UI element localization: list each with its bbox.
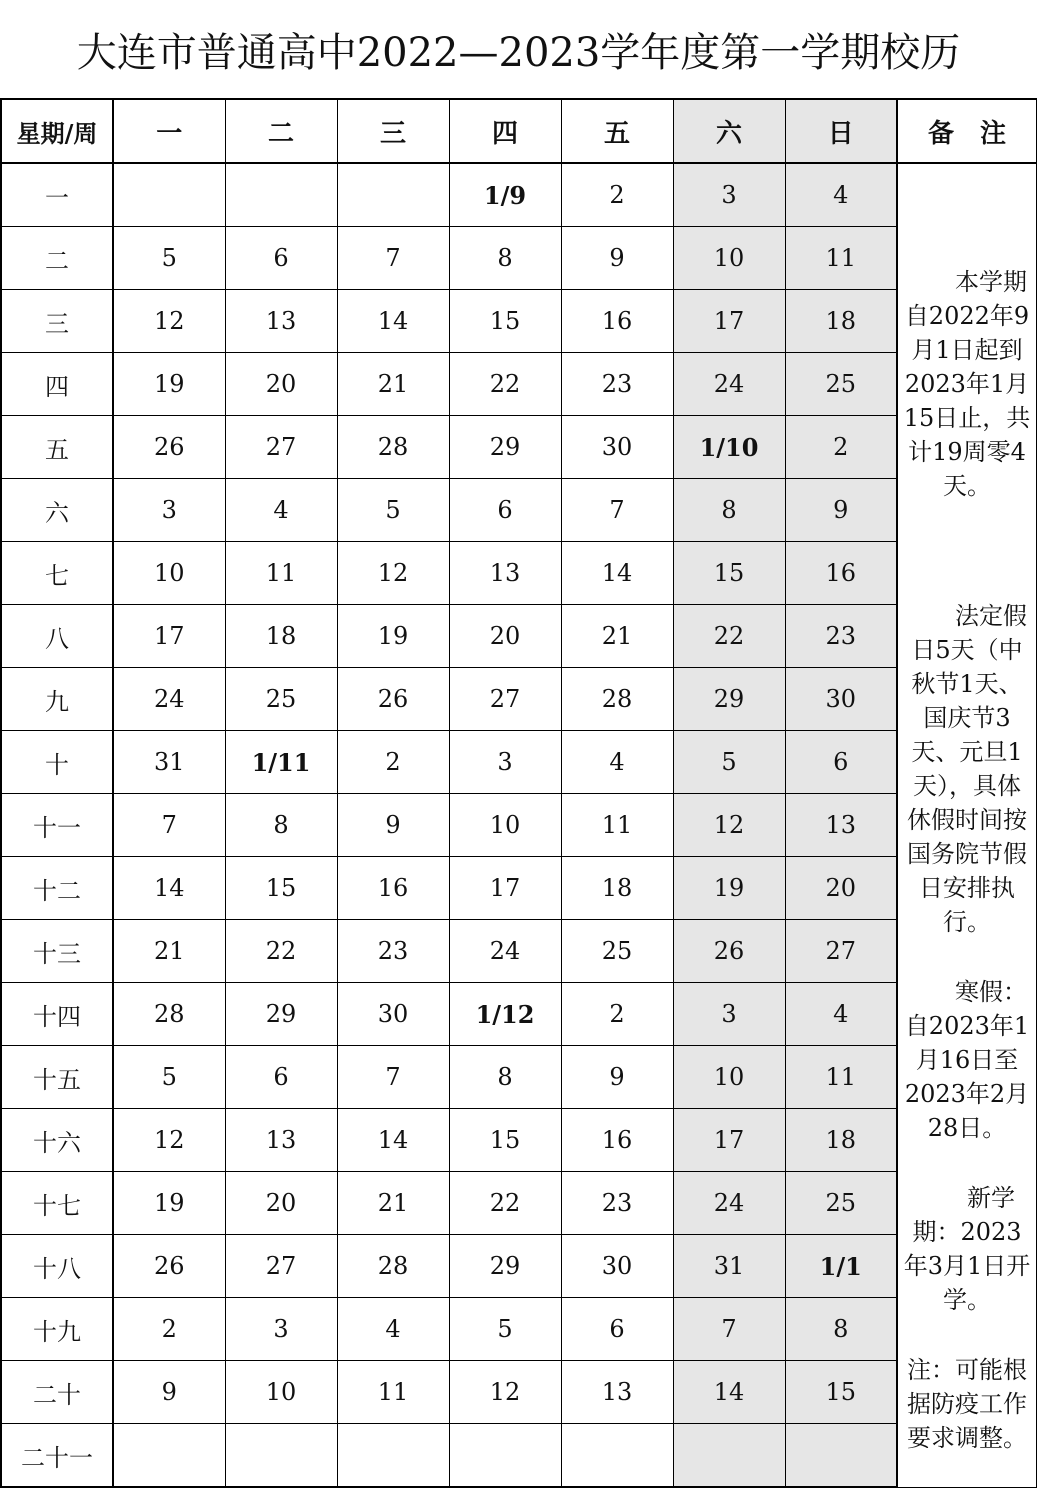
date-cell-mon: 17	[113, 605, 225, 668]
week-row	[1, 479, 1037, 542]
date-cell-sat: 12	[673, 794, 785, 857]
date-cell-sat: 14	[673, 1361, 785, 1424]
date-cell-wed: 14	[337, 1109, 449, 1172]
date-cell-thu: 15	[449, 1109, 561, 1172]
date-cell-sat: 10	[673, 227, 785, 290]
week-number: 五	[1, 416, 113, 479]
date-cell-sun: 25	[785, 1172, 897, 1235]
day-header-thu: 四	[449, 99, 561, 163]
note-semester-span: 本学期自2022年9月1日起到2023年1月15日止，共计19周零4天。	[903, 268, 1031, 501]
date-cell-tue	[225, 1424, 337, 1488]
date-cell-wed: 9	[337, 794, 449, 857]
date-cell-sun: 11	[785, 227, 897, 290]
date-cell-sat: 15	[673, 542, 785, 605]
date-cell-mon: 12	[113, 1109, 225, 1172]
date-cell-sun	[785, 1424, 897, 1488]
date-cell-fri: 30	[561, 1235, 673, 1298]
week-row	[1, 1298, 1037, 1361]
date-cell-fri: 23	[561, 353, 673, 416]
week-number: 十八	[1, 1235, 113, 1298]
date-cell-sat: 17	[673, 290, 785, 353]
date-cell-fri: 9	[561, 1046, 673, 1109]
date-cell-sat: 10	[673, 1046, 785, 1109]
date-cell-fri: 28	[561, 668, 673, 731]
date-cell-tue: 15	[225, 857, 337, 920]
date-cell-fri: 18	[561, 857, 673, 920]
date-cell-wed: 11	[337, 1361, 449, 1424]
day-header-sat: 六	[673, 99, 785, 163]
date-cell-tue: 1/11	[225, 731, 337, 794]
week-column-header: 星期/周	[1, 99, 113, 163]
date-cell-tue: 4	[225, 479, 337, 542]
week-row	[1, 1046, 1037, 1109]
date-cell-sun: 25	[785, 353, 897, 416]
date-cell-tue: 20	[225, 1172, 337, 1235]
week-row	[1, 542, 1037, 605]
date-cell-sun: 27	[785, 920, 897, 983]
week-number: 二	[1, 227, 113, 290]
date-cell-sun: 30	[785, 668, 897, 731]
date-cell-tue: 3	[225, 1298, 337, 1361]
week-number: 十九	[1, 1298, 113, 1361]
date-cell-wed: 23	[337, 920, 449, 983]
calendar-table	[0, 98, 1037, 1488]
date-cell-wed: 12	[337, 542, 449, 605]
date-cell-sun: 18	[785, 1109, 897, 1172]
date-cell-fri: 13	[561, 1361, 673, 1424]
date-cell-thu	[449, 1424, 561, 1488]
date-cell-thu: 8	[449, 1046, 561, 1109]
date-cell-mon: 9	[113, 1361, 225, 1424]
date-cell-thu: 20	[449, 605, 561, 668]
date-cell-thu: 29	[449, 1235, 561, 1298]
week-number: 六	[1, 479, 113, 542]
date-cell-fri: 14	[561, 542, 673, 605]
week-number: 十一	[1, 794, 113, 857]
date-cell-sat: 1/10	[673, 416, 785, 479]
week-row	[1, 1424, 1037, 1488]
date-cell-wed: 21	[337, 1172, 449, 1235]
date-cell-wed: 4	[337, 1298, 449, 1361]
notes-cell	[897, 163, 1037, 1487]
week-row	[1, 605, 1037, 668]
week-number: 十二	[1, 857, 113, 920]
week-row	[1, 163, 1037, 227]
date-cell-thu: 1/12	[449, 983, 561, 1046]
date-cell-sat: 24	[673, 353, 785, 416]
week-number: 九	[1, 668, 113, 731]
date-cell-tue: 18	[225, 605, 337, 668]
date-cell-mon: 21	[113, 920, 225, 983]
date-cell-sat: 3	[673, 983, 785, 1046]
week-row	[1, 731, 1037, 794]
week-row	[1, 416, 1037, 479]
date-cell-sun: 16	[785, 542, 897, 605]
date-cell-sat: 5	[673, 731, 785, 794]
date-cell-mon: 5	[113, 1046, 225, 1109]
date-cell-tue: 29	[225, 983, 337, 1046]
date-cell-wed	[337, 163, 449, 227]
date-cell-mon: 19	[113, 1172, 225, 1235]
week-number: 十	[1, 731, 113, 794]
date-cell-wed: 2	[337, 731, 449, 794]
date-cell-sun: 18	[785, 290, 897, 353]
date-cell-tue: 22	[225, 920, 337, 983]
week-number: 七	[1, 542, 113, 605]
date-cell-wed: 28	[337, 1235, 449, 1298]
week-row	[1, 1361, 1037, 1424]
date-cell-mon: 7	[113, 794, 225, 857]
date-cell-fri: 21	[561, 605, 673, 668]
date-cell-mon	[113, 1424, 225, 1488]
date-cell-thu: 22	[449, 353, 561, 416]
date-cell-fri: 23	[561, 1172, 673, 1235]
week-number: 三	[1, 290, 113, 353]
date-cell-fri: 30	[561, 416, 673, 479]
date-cell-sun: 20	[785, 857, 897, 920]
date-cell-wed: 16	[337, 857, 449, 920]
day-header-wed: 三	[337, 99, 449, 163]
date-cell-sun: 2	[785, 416, 897, 479]
date-cell-thu: 22	[449, 1172, 561, 1235]
date-cell-wed: 14	[337, 290, 449, 353]
week-row	[1, 920, 1037, 983]
date-cell-fri: 11	[561, 794, 673, 857]
week-row	[1, 1109, 1037, 1172]
date-cell-fri	[561, 1424, 673, 1488]
date-cell-sun: 6	[785, 731, 897, 794]
week-number: 一	[1, 163, 113, 227]
date-cell-sun: 23	[785, 605, 897, 668]
page-title: 大连市普通高中2022—2023学年度第一学期校历	[76, 29, 961, 76]
date-cell-sat: 29	[673, 668, 785, 731]
week-row	[1, 290, 1037, 353]
date-cell-thu: 12	[449, 1361, 561, 1424]
date-cell-fri: 16	[561, 290, 673, 353]
week-number: 八	[1, 605, 113, 668]
date-cell-fri: 2	[561, 983, 673, 1046]
date-cell-thu: 15	[449, 290, 561, 353]
date-cell-mon: 31	[113, 731, 225, 794]
date-cell-mon: 2	[113, 1298, 225, 1361]
date-cell-mon: 14	[113, 857, 225, 920]
date-cell-tue: 25	[225, 668, 337, 731]
date-cell-sat: 19	[673, 857, 785, 920]
week-number: 十七	[1, 1172, 113, 1235]
date-cell-wed: 7	[337, 1046, 449, 1109]
date-cell-fri: 7	[561, 479, 673, 542]
week-number: 十六	[1, 1109, 113, 1172]
date-cell-sat: 24	[673, 1172, 785, 1235]
date-cell-tue: 6	[225, 1046, 337, 1109]
date-cell-fri: 25	[561, 920, 673, 983]
week-row	[1, 668, 1037, 731]
note-winter-break: 寒假：自2023年1月16日至2023年2月28日。	[904, 978, 1030, 1143]
date-cell-fri: 2	[561, 163, 673, 227]
date-cell-thu: 29	[449, 416, 561, 479]
date-cell-mon: 12	[113, 290, 225, 353]
date-cell-wed: 19	[337, 605, 449, 668]
date-cell-tue: 11	[225, 542, 337, 605]
date-cell-thu: 24	[449, 920, 561, 983]
week-number: 二十一	[1, 1424, 113, 1488]
date-cell-sun: 11	[785, 1046, 897, 1109]
date-cell-wed: 21	[337, 353, 449, 416]
date-cell-mon: 26	[113, 1235, 225, 1298]
week-number: 二十	[1, 1361, 113, 1424]
date-cell-thu: 3	[449, 731, 561, 794]
date-cell-tue: 13	[225, 290, 337, 353]
week-number: 十三	[1, 920, 113, 983]
date-cell-sun: 8	[785, 1298, 897, 1361]
date-cell-thu: 17	[449, 857, 561, 920]
date-cell-mon: 28	[113, 983, 225, 1046]
date-cell-sat	[673, 1424, 785, 1488]
date-cell-mon	[113, 163, 225, 227]
date-cell-fri: 6	[561, 1298, 673, 1361]
date-cell-wed: 30	[337, 983, 449, 1046]
note-holidays: 法定假日5天（中秋节1天、国庆节3天、元旦1天），具体休假时间按国务院节假日安排执行。	[907, 602, 1027, 937]
date-cell-thu: 5	[449, 1298, 561, 1361]
date-cell-tue: 6	[225, 227, 337, 290]
date-cell-tue: 8	[225, 794, 337, 857]
date-cell-sat: 22	[673, 605, 785, 668]
note-remark: 注：可能根据防疫工作要求调整。	[907, 1356, 1027, 1453]
week-number: 十四	[1, 983, 113, 1046]
date-cell-tue: 10	[225, 1361, 337, 1424]
note-new-term: 新学期：2023年3月1日开学。	[903, 1184, 1031, 1315]
week-row	[1, 857, 1037, 920]
date-cell-wed: 28	[337, 416, 449, 479]
date-cell-fri: 9	[561, 227, 673, 290]
date-cell-tue	[225, 163, 337, 227]
date-cell-wed	[337, 1424, 449, 1488]
date-cell-tue: 20	[225, 353, 337, 416]
date-cell-sat: 3	[673, 163, 785, 227]
date-cell-thu: 1/9	[449, 163, 561, 227]
date-cell-mon: 24	[113, 668, 225, 731]
notes-header: 备 注	[897, 99, 1037, 163]
week-row	[1, 1172, 1037, 1235]
week-row	[1, 794, 1037, 857]
date-cell-thu: 27	[449, 668, 561, 731]
date-cell-sat: 31	[673, 1235, 785, 1298]
date-cell-mon: 10	[113, 542, 225, 605]
date-cell-thu: 10	[449, 794, 561, 857]
week-row	[1, 983, 1037, 1046]
date-cell-mon: 5	[113, 227, 225, 290]
week-number: 四	[1, 353, 113, 416]
date-cell-sat: 17	[673, 1109, 785, 1172]
date-cell-sun: 1/1	[785, 1235, 897, 1298]
date-cell-sat: 8	[673, 479, 785, 542]
date-cell-thu: 13	[449, 542, 561, 605]
date-cell-tue: 27	[225, 416, 337, 479]
date-cell-fri: 4	[561, 731, 673, 794]
date-cell-sun: 13	[785, 794, 897, 857]
date-cell-thu: 6	[449, 479, 561, 542]
day-header-mon: 一	[113, 99, 225, 163]
date-cell-thu: 8	[449, 227, 561, 290]
date-cell-sat: 26	[673, 920, 785, 983]
date-cell-fri: 16	[561, 1109, 673, 1172]
date-cell-sun: 15	[785, 1361, 897, 1424]
date-cell-sun: 4	[785, 983, 897, 1046]
day-header-tue: 二	[225, 99, 337, 163]
date-cell-wed: 7	[337, 227, 449, 290]
date-cell-sun: 4	[785, 163, 897, 227]
date-cell-sat: 7	[673, 1298, 785, 1361]
day-header-sun: 日	[785, 99, 897, 163]
date-cell-tue: 13	[225, 1109, 337, 1172]
week-row	[1, 353, 1037, 416]
date-cell-sun: 9	[785, 479, 897, 542]
week-row	[1, 1235, 1037, 1298]
week-number: 十五	[1, 1046, 113, 1109]
week-row	[1, 227, 1037, 290]
date-cell-mon: 26	[113, 416, 225, 479]
day-header-fri: 五	[561, 99, 673, 163]
date-cell-tue: 27	[225, 1235, 337, 1298]
date-cell-mon: 3	[113, 479, 225, 542]
header-row	[1, 99, 1037, 163]
date-cell-mon: 19	[113, 353, 225, 416]
date-cell-wed: 5	[337, 479, 449, 542]
date-cell-wed: 26	[337, 668, 449, 731]
